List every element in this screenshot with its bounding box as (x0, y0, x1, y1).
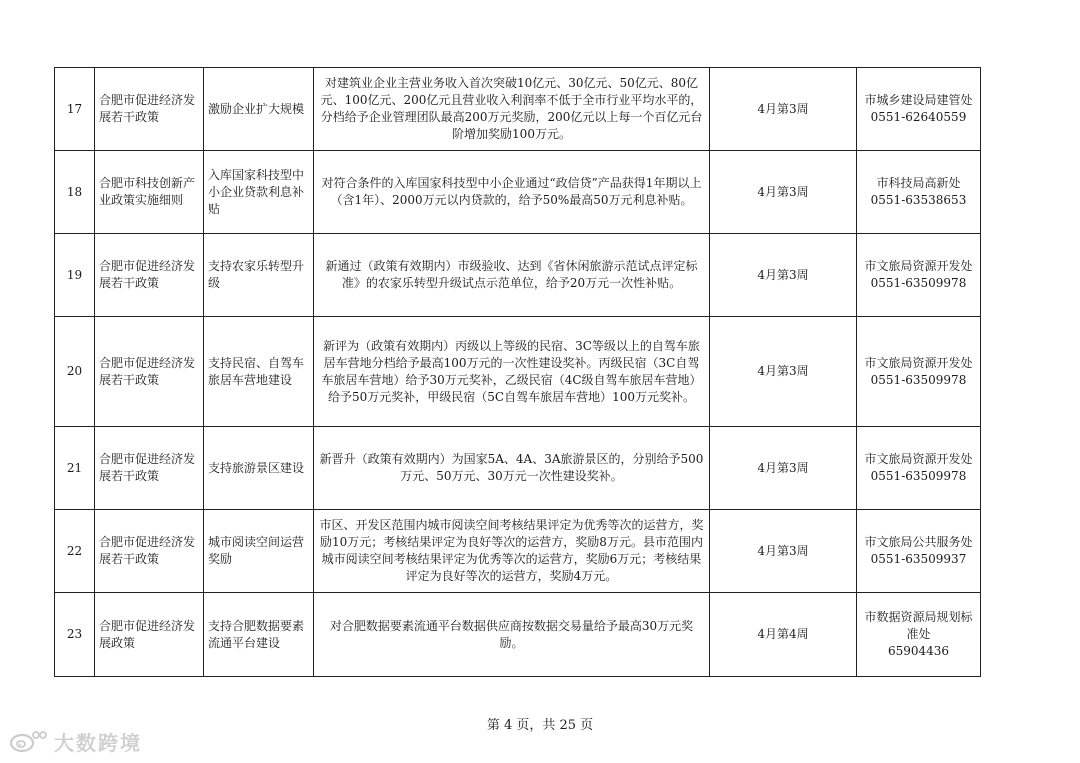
contact-dept: 市文旅局资源开发处 (864, 452, 973, 466)
table-row (55, 427, 981, 510)
row-number: 19 (55, 234, 95, 317)
policy-item: 支持农家乐转型升级 (204, 234, 314, 317)
contact-phone: 0551-62640559 (870, 110, 967, 124)
policy-name: 合肥市促进经济发展若干政策 (95, 427, 204, 510)
contact-phone: 0551-63509937 (870, 552, 967, 566)
policy-table (54, 67, 981, 677)
table-row (55, 317, 981, 427)
table-row (55, 510, 981, 593)
apply-time: 4月第3周 (710, 234, 857, 317)
policy-content: 新通过（政策有效期内）市级验收、达到《省休闲旅游示范试点评定标准》的农家乐转型升级试点示范单位，给予20万元一次性补贴。 (314, 234, 710, 317)
watermark-text: 大数跨境 (54, 730, 142, 755)
apply-time: 4月第3周 (710, 151, 857, 234)
contact-cell (857, 68, 981, 151)
policy-name: 合肥市促进经济发展若干政策 (95, 510, 204, 593)
policy-content: 新晋升（政策有效期内）为国家5A、4A、3A旅游景区的，分别给予500万元、50万元、30万元一次性建设奖补。 (314, 427, 710, 510)
page-number-footer: 第 4 页，共 25 页 (486, 718, 594, 733)
contact-phone: 0551-63509978 (870, 276, 967, 290)
contact-phone: 0551-63538653 (870, 193, 967, 207)
contact-phone: 0551-63509978 (870, 372, 967, 387)
policy-item: 入库国家科技型中小企业贷款利息补贴 (204, 151, 314, 234)
policy-name: 合肥市促进经济发展若干政策 (95, 234, 204, 317)
contact-cell (857, 151, 981, 234)
policy-content: 对合肥数据要素流通平台数据供应商按数据交易量给予最高30万元奖励。 (314, 593, 710, 677)
policy-name: 合肥市促进经济发展政策 (95, 593, 204, 677)
contact-cell (857, 427, 981, 510)
contact-cell (857, 234, 981, 317)
policy-content: 对建筑业企业主营业务收入首次突破10亿元、30亿元、50亿元、80亿元、100亿元、200亿元且营业收入利润率不低于全市行业平均水平的，分档给予企业管理团队最高200万元奖励，200亿元以上每一个百亿元台阶增加奖励100万元。 (314, 68, 710, 151)
table-row (55, 68, 981, 151)
policy-content: 市区、开发区范围内城市阅读空间考核结果评定为优秀等次的运营方，奖励10万元；考核结果评定为良好等次的运营方，奖励8万元。县市范围内城市阅读空间考核结果评定为优秀等次的运营方，奖励6万元；考核结果评定为良好等次的运营方，奖励4万元。 (314, 510, 710, 593)
contact-dept: 市城乡建设局建管处 (864, 93, 973, 107)
row-number: 17 (55, 68, 95, 151)
apply-time: 4月第3周 (710, 68, 857, 151)
contact-cell (857, 510, 981, 593)
policy-name: 合肥市科技创新产业政策实施细则 (95, 151, 204, 234)
contact-dept: 市科技局高新处 (876, 176, 961, 190)
policy-name: 合肥市促进经济发展若干政策 (95, 317, 204, 427)
row-number: 23 (55, 593, 95, 677)
weibo-logo-icon (8, 728, 48, 754)
contact-dept: 市文旅局资源开发处 (864, 355, 973, 370)
apply-time: 4月第4周 (710, 593, 857, 677)
contact-cell (857, 593, 981, 677)
contact-phone: 0551-63509978 (870, 469, 967, 483)
apply-time: 4月第3周 (710, 427, 857, 510)
policy-content: 新评为（政策有效期内）丙级以上等级的民宿、3C等级以上的自驾车旅居车营地分档给予最高100万元的一次性建设奖补。丙级民宿（3C自驾车旅居车营地）给予30万元奖补，乙级民宿（4C级自驾车旅居车营地）给予50万元奖补，甲级民宿（5C自驾车旅居车营地）100万元奖补。 (314, 317, 710, 427)
contact-dept: 市文旅局资源开发处 (864, 259, 973, 273)
contact-phone: 65904436 (887, 644, 950, 658)
policy-item: 城市阅读空间运营奖励 (204, 510, 314, 593)
policy-item: 支持旅游景区建设 (204, 427, 314, 510)
row-number: 18 (55, 151, 95, 234)
policy-item: 支持民宿、自驾车旅居车营地建设 (204, 317, 314, 427)
apply-time: 4月第3周 (710, 510, 857, 593)
table-row (55, 151, 981, 234)
contact-cell (857, 317, 981, 427)
watermark (8, 726, 142, 756)
policy-item: 激励企业扩大规模 (204, 68, 314, 151)
table-row (55, 593, 981, 677)
table-row (55, 234, 981, 317)
row-number: 21 (55, 427, 95, 510)
contact-dept: 市文旅局公共服务处 (864, 535, 973, 549)
row-number: 22 (55, 510, 95, 593)
row-number: 20 (55, 317, 95, 427)
policy-content: 对符合条件的入库国家科技型中小企业通过“政信贷”产品获得1年期以上（含1年）、2000万元以内贷款的，给予50%最高50万元利息补贴。 (314, 151, 710, 234)
policy-item: 支持合肥数据要素流通平台建设 (204, 593, 314, 677)
contact-dept: 市数据资源局规划标准处 (864, 610, 973, 641)
apply-time: 4月第3周 (710, 317, 857, 427)
policy-name: 合肥市促进经济发展若干政策 (95, 68, 204, 151)
